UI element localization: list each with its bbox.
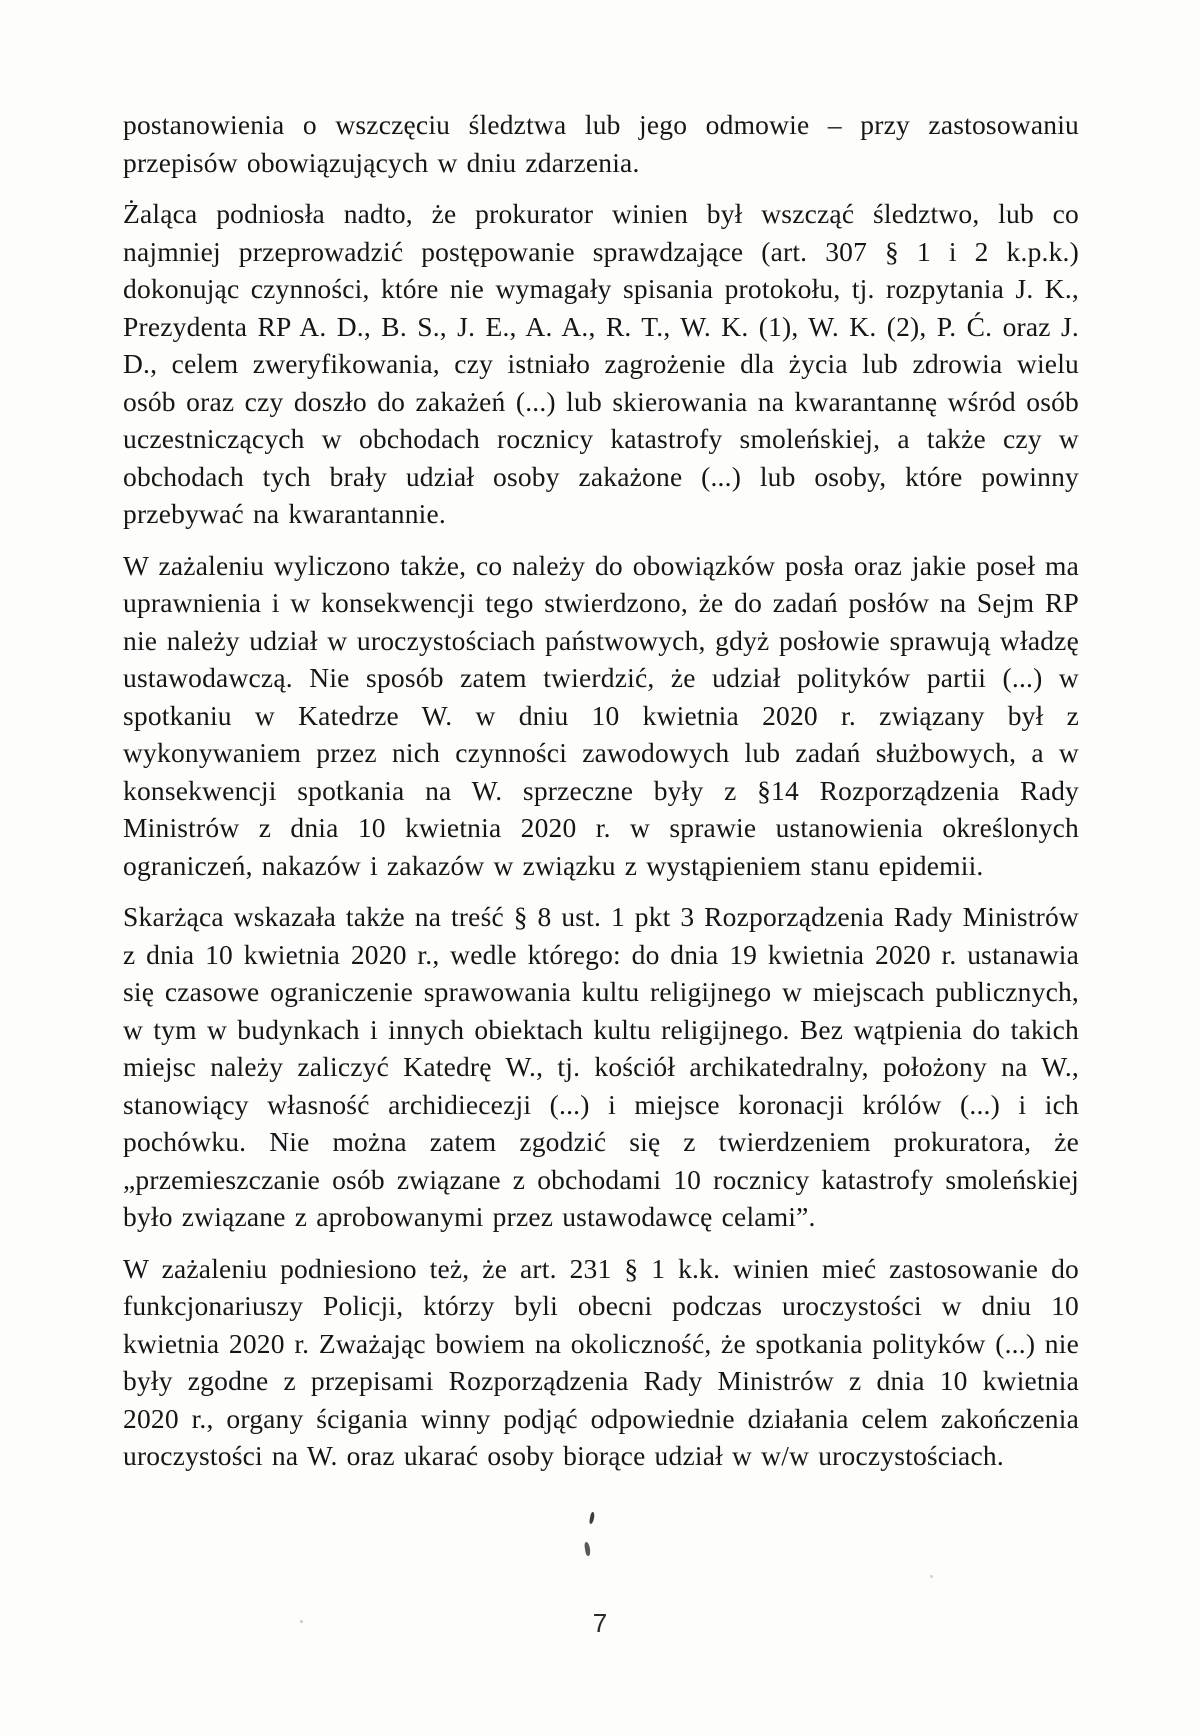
ink-speck [589,1512,595,1525]
page-number: 7 [592,1608,608,1638]
paragraph: Skarżąca wskazała także na treść § 8 ust. 1 pkt 3 Rozporządzenia Rady Ministrów z dnia 10 kwietnia 2020 r., wedle którego: do dnia 19 kwietnia 2020 r. ustanawia się czasowe ograniczenie sprawowania kultu religijnego w miejscach publicznych, w tym w budynkach i innych obiektach kultu religijnego. Bez wątpienia do takich miejsc należy zaliczyć Katedrę W., tj. kościół archikatedralny, położony na W., stanowiący własność archidiecezji (...) i miejsce koronacji królów (...) i ich pochówku. Nie można zatem zgodzić się z twierdzeniem prokuratora, że „przemieszczanie osób związane z obchodami 10 rocznicy katastrofy smoleńskiej było związane z aprobowanymi przez ustawodawcę celami”. [123,901,1079,1232]
ink-speck [584,1542,591,1557]
paragraph: W zażaleniu wyliczono także, co należy do obowiązków posła oraz jakie poseł ma uprawnienia i w konsekwencji tego stwierdzono, że do zadań posłów na Sejm RP nie należy udział w uroczystościach państwowych, gdyż posłowie sprawują władzę ustawodawczą. Nie sposób zatem twierdzić, że udział polityków partii (...) w spotkaniu w Katedrze W. w dniu 10 kwietnia 2020 r. związany był z wykonywaniem przez nich czynności zawodowych lub zadań służbowych, a w konsekwencji spotkania na W. sprzeczne były z §14 Rozporządzenia Rady Ministrów z dnia 10 kwietnia 2020 r. w sprawie ustanowienia określonych ograniczeń, nakazów i zakazów w związku z wystąpieniem stanu epidemii. [123,549,1079,881]
document-body-text [123,106,1079,1489]
paragraph: postanowienia o wszczęciu śledztwa lub jego odmowie – przy zastosowaniu przepisów obowiązujących w dniu zdarzenia. [123,109,1079,178]
paragraph: Żaląca podniosła nadto, że prokurator winien był wszcząć śledztwo, lub co najmniej przeprowadzić postępowanie sprawdzające (art. 307 § 1 i 2 k.p.k.) dokonując czynności, które nie wymagały spisania protokołu, tj. rozpytania J. K., Prezydenta RP A. D., B. S., J. E., A. A., R. T., W. K. (1), W. K. (2), P. Ć. oraz J. D., celem zweryfikowania, czy istniało zagrożenie dla życia lub zdrowia wielu osób oraz czy doszło do zakażeń (...) lub skierowania na kwarantannę wśród osób uczestniczących w obchodach rocznicy katastrofy smoleńskiej, a także czy w obchodach tych brały udział osoby zakażone (...) lub osoby, które powinny przebywać na kwarantannie. [123,198,1079,529]
ink-speck [930,1575,933,1578]
paragraph: W zażaleniu podniesiono też, że art. 231 § 1 k.k. winien mieć zastosowanie do funkcjonariuszy Policji, którzy byli obecni podczas uroczystości w dniu 10 kwietnia 2020 r. Zważając bowiem na okoliczność, że spotkania polityków (...) nie były zgodne z przepisami Rozporządzenia Rady Ministrów z dnia 10 kwietnia 2020 r., organy ścigania winny podjąć odpowiednie działania celem zakończenia uroczystości na W. oraz ukarać osoby biorące udział w w/w uroczystościach. [123,1252,1079,1471]
